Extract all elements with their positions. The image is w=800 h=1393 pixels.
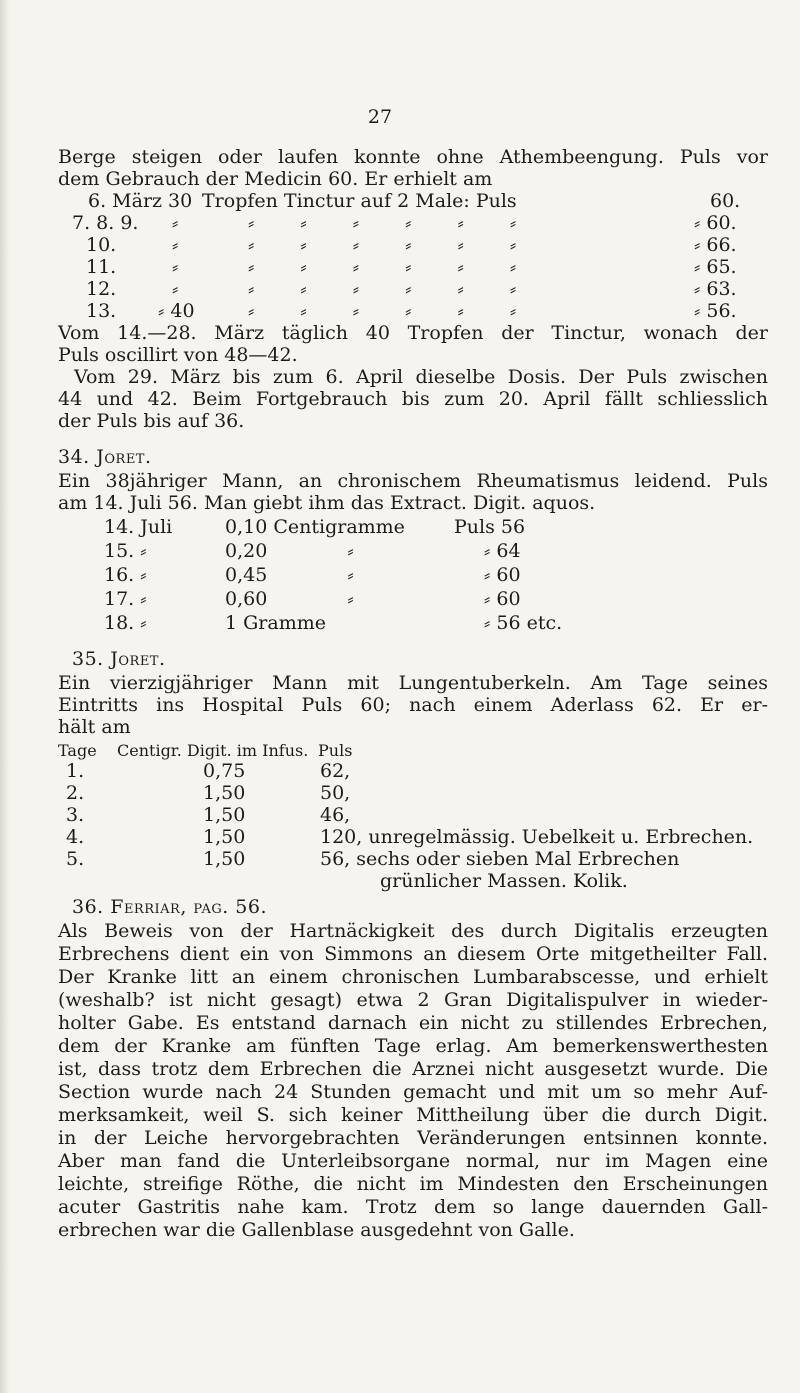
case35-pulse: 56, sechs oder sieben Mal Erbrechen xyxy=(320,848,680,870)
case34-line-1: Ein 38jähriger Mann, an chronischem Rheumatismus leidend. Puls xyxy=(58,470,768,492)
case34-day: 18. ⸗ xyxy=(104,612,147,634)
case35-day: 2. xyxy=(66,782,85,804)
case35-dose: 1,50 xyxy=(203,782,246,804)
case34-dose: 0,60 ⸗ xyxy=(225,588,354,610)
case34-day: 16. ⸗ xyxy=(104,564,147,586)
case35-day: 1. xyxy=(66,760,85,782)
para2-line-3: der Puls bis auf 36. xyxy=(58,410,245,432)
dose-date: 10. xyxy=(86,234,117,256)
case36-line: merksamkeit, weil S. sich keiner Mittheilung über die durch Digit. xyxy=(58,1104,768,1126)
intro-line-1: Berge steigen oder laufen konnte ohne Athembeengung. Puls vor xyxy=(58,146,768,168)
case36-line: holter Gabe. Es entstand darnach ein nicht zu stillendes Erbrechen, xyxy=(58,1012,768,1034)
dose-amount: ⸗ xyxy=(172,278,179,300)
dose-amount: ⸗ 40 xyxy=(158,300,195,322)
dose-pulse: ⸗ 60. xyxy=(694,212,737,234)
para2-line-2: 44 und 42. Beim Fortgebrauch bis zum 20. April fällt schliesslich xyxy=(58,388,768,410)
case35-row-continuation: grünlicher Massen. Kolik. xyxy=(380,870,628,892)
dose-text: ⸗ ⸗ ⸗ ⸗ ⸗ ⸗ xyxy=(248,256,517,278)
dose-text: ⸗ ⸗ ⸗ ⸗ ⸗ ⸗ xyxy=(248,212,517,234)
case35-dose: 1,50 xyxy=(203,804,246,826)
case36-line: Der Kranke litt an einem chronischen Lumbarabscesse, und erhielt xyxy=(58,966,768,988)
dose-pulse: 60. xyxy=(710,190,741,212)
case36-line: acuter Gastritis nahe kam. Trotz dem so lange dauernden Gall- xyxy=(58,1196,768,1218)
case36-line: leichte, streifige Röthe, die nicht im Mindesten den Erscheinungen xyxy=(58,1173,768,1195)
para1-line-2: Puls oscillirt von 48—42. xyxy=(58,344,298,366)
case35-dose: 1,50 xyxy=(203,826,246,848)
case35-pulse: 62, xyxy=(320,760,351,782)
case35-header-pulse: Puls xyxy=(318,741,353,760)
case36-line: dem der Kranke am fünften Tage erlag. Am bemerkenswerthesten xyxy=(58,1035,768,1057)
case34-dose: 0,20 ⸗ xyxy=(225,540,354,562)
case34-pulse: ⸗ 64 xyxy=(484,540,521,562)
case35-dose: 1,50 xyxy=(203,848,246,870)
para2-line-1: Vom 29. März bis zum 6. April dieselbe Dosis. Der Puls zwischen xyxy=(74,366,768,388)
dose-pulse: ⸗ 63. xyxy=(694,278,737,300)
case34-line-2: am 14. Juli 56. Man giebt ihm das Extract. Digit. aquos. xyxy=(58,492,596,514)
case36-line: (weshalb? ist nicht gesagt) etwa 2 Gran Digitalispulver in wieder- xyxy=(58,989,768,1011)
case36-line: Erbrechens dient ein von Simmons an diesem Orte mitgetheilter Fall. xyxy=(58,943,768,965)
case35-pulse: 50, xyxy=(320,782,351,804)
case34-day: 15. ⸗ xyxy=(104,540,147,562)
dose-amount: ⸗ xyxy=(172,256,179,278)
case34-dose: 0,45 ⸗ xyxy=(225,564,354,586)
dose-date: 7. 8. 9. xyxy=(72,212,139,234)
case34-pulse: ⸗ 60 xyxy=(484,564,521,586)
case35-heading: 35. Joret. xyxy=(72,648,166,670)
case34-dose: 0,10 Centigramme xyxy=(225,516,405,538)
dose-date: 13. xyxy=(86,300,117,322)
case35-pulse: 46, xyxy=(320,804,351,826)
dose-pulse: ⸗ 66. xyxy=(694,234,737,256)
case36-line: erbrechen war die Gallenblase ausgedehnt von Galle. xyxy=(58,1219,575,1241)
dose-text: ⸗ ⸗ ⸗ ⸗ ⸗ ⸗ xyxy=(248,300,517,322)
case34-day: 17. ⸗ xyxy=(104,588,147,610)
case35-day: 3. xyxy=(66,804,85,826)
dose-amount: 30 xyxy=(168,190,193,212)
case35-pulse: 120, unregelmässig. Uebelkeit u. Erbrechen. xyxy=(320,826,754,848)
case35-day: 4. xyxy=(66,826,85,848)
case35-header-dose: Centigr. Digit. im Infus. xyxy=(117,741,309,760)
case36-line: Als Beweis von der Hartnäckigkeit des durch Digitalis erzeugten xyxy=(58,920,768,942)
case34-day: 14. Juli xyxy=(104,516,173,538)
dose-text: ⸗ ⸗ ⸗ ⸗ ⸗ ⸗ xyxy=(248,278,517,300)
case35-day: 5. xyxy=(66,848,85,870)
page-number: 27 xyxy=(367,106,393,128)
case35-line-2: Eintritts ins Hospital Puls 60; nach einem Aderlass 62. Er er- xyxy=(58,694,768,716)
case36-line: Section wurde nach 24 Stunden gemacht und mit um so mehr Auf- xyxy=(58,1081,768,1103)
dose-date: 6. März xyxy=(88,190,163,212)
case34-pulse: Puls 56 xyxy=(454,516,526,538)
intro-line-2: dem Gebrauch der Medicin 60. Er erhielt am xyxy=(58,168,493,190)
dose-text: ⸗ ⸗ ⸗ ⸗ ⸗ ⸗ xyxy=(248,234,517,256)
page-edge-shadow xyxy=(0,0,10,1393)
dose-pulse: ⸗ 65. xyxy=(694,256,737,278)
case34-heading: 34. Joret. xyxy=(58,446,152,468)
case36-line: Aber man fand die Unterleibsorgane normal, nur im Magen eine xyxy=(58,1150,768,1172)
case35-dose: 0,75 xyxy=(203,760,246,782)
dose-date: 12. xyxy=(86,278,117,300)
case34-pulse: ⸗ 56 etc. xyxy=(484,612,563,634)
dose-date: 11. xyxy=(86,256,117,278)
case34-dose: 1 Gramme xyxy=(225,612,326,634)
case34-pulse: ⸗ 60 xyxy=(484,588,521,610)
dose-amount: ⸗ xyxy=(172,212,179,234)
dose-amount: ⸗ xyxy=(172,234,179,256)
case36-line: ist, dass trotz dem Erbrechen die Arznei nicht ausgesetzt wurde. Die xyxy=(58,1058,768,1080)
dose-text: Tropfen Tinctur auf 2 Male: Puls xyxy=(202,190,517,212)
case35-line-1: Ein vierzigjähriger Mann mit Lungentuberkeln. Am Tage seines xyxy=(58,672,768,694)
case35-line-3: hält am xyxy=(58,716,131,738)
dose-pulse: ⸗ 56. xyxy=(694,300,737,322)
case36-line: in der Leiche hervorgebrachten Veränderungen entsinnen konnte. xyxy=(58,1127,768,1149)
case36-heading: 36. Ferriar, pag. 56. xyxy=(72,896,268,918)
case35-header-day: Tage xyxy=(58,741,97,760)
para1-line-1: Vom 14.—28. März täglich 40 Tropfen der Tinctur, wonach der xyxy=(58,322,768,344)
